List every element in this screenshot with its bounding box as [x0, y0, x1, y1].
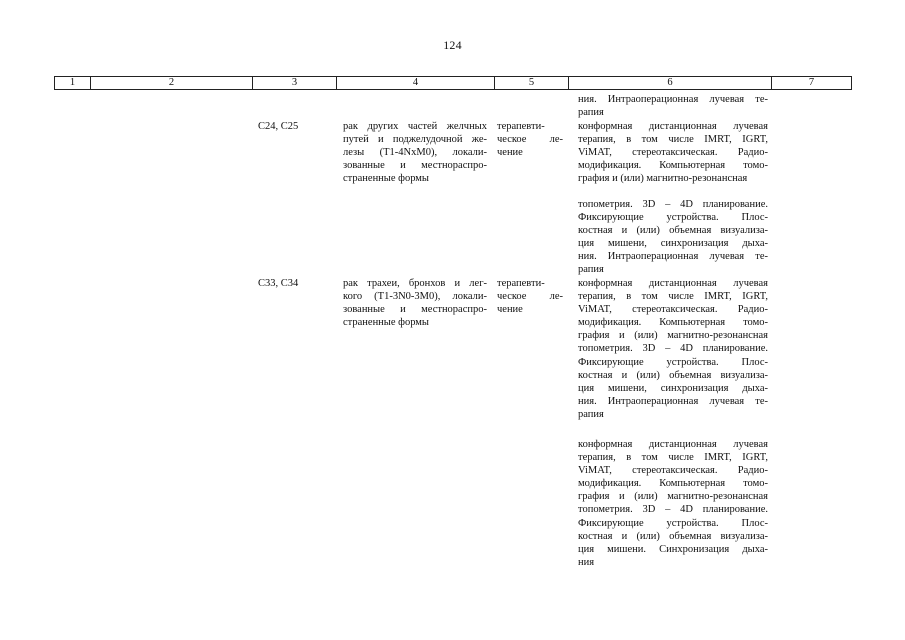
- text-line: графия и (или) магнитно-резонансная: [578, 491, 768, 503]
- text-line: конформная дистанционная лучевая: [578, 278, 768, 289]
- text-line: ния. Интраоперационная лучевая те-: [578, 395, 768, 407]
- text-line: ния. Интраоперационная лучевая те-: [578, 94, 768, 105]
- column-header-2: 2: [91, 77, 253, 90]
- text-line: костная и (или) объемная визуализа-: [578, 369, 768, 381]
- text-line: рак трахеи, бронхов и лег-: [343, 278, 487, 289]
- radiotherapy-method-cell: [578, 277, 768, 421]
- text-line: модификация. Компьютерная томо-: [578, 317, 768, 329]
- table-header-row: [54, 76, 852, 90]
- text-line: графия и (или) магнитно-резонансная: [578, 330, 768, 342]
- text-line: рапия: [578, 408, 604, 420]
- text-line: терапевти-: [497, 121, 545, 132]
- text-line: костная и (или) объемная визуализа-: [578, 530, 768, 542]
- text-line: Фиксирующие устройства. Плос-: [578, 517, 768, 529]
- text-line: ция мишени, синхронизация дыха-: [578, 238, 768, 250]
- text-line: зованные и местнораспро-: [343, 304, 487, 316]
- text-line: терапия, в том числе IMRT, IGRT,: [578, 291, 768, 303]
- text-line: страненные формы: [343, 173, 429, 185]
- text-line: рапия: [578, 107, 604, 119]
- radiotherapy-method-cell: [578, 438, 768, 569]
- diagnosis-cell: [343, 120, 487, 185]
- treatment-type-cell: [497, 120, 563, 159]
- text-line: топометрия. 3D – 4D планирование.: [578, 199, 768, 210]
- column-header-5: 5: [495, 77, 569, 90]
- radiotherapy-method-cell: [578, 93, 768, 119]
- column-header-3: 3: [253, 77, 337, 90]
- text-line: чение: [497, 147, 523, 159]
- text-line: ция мишени, синхронизация дыха-: [578, 382, 768, 394]
- page-number: 124: [443, 38, 462, 52]
- text-line: ния. Интраоперационная лучевая те-: [578, 251, 768, 263]
- radiotherapy-method-cell: [578, 198, 768, 277]
- treatment-type-cell: [497, 277, 563, 316]
- text-line: Фиксирующие устройства. Плос-: [578, 356, 768, 368]
- text-line: терапевти-: [497, 278, 545, 289]
- icd-code-cell: C24, C25: [258, 121, 299, 132]
- column-header-1: 1: [55, 77, 91, 90]
- text-line: рак других частей желчных: [343, 121, 487, 132]
- text-line: ViMAT, стереотаксическая. Радио-: [578, 304, 768, 316]
- text-line: конформная дистанционная лучевая: [578, 439, 768, 450]
- text-line: страненные формы: [343, 317, 429, 329]
- radiotherapy-method-cell: [578, 120, 768, 185]
- text-line: лезы (T1-4NxM0), локали-: [343, 147, 487, 159]
- text-line: кого (T1-3N0-3M0), локали-: [343, 291, 487, 303]
- column-header-7: 7: [772, 77, 852, 90]
- text-line: топометрия. 3D – 4D планирование.: [578, 343, 768, 355]
- text-line: Фиксирующие устройства. Плос-: [578, 212, 768, 224]
- text-line: чение: [497, 304, 523, 316]
- text-line: графия и (или) магнитно-резонансная: [578, 173, 748, 185]
- text-line: ческое ле-: [497, 291, 563, 303]
- icd-code-cell: C33, C34: [258, 278, 299, 289]
- text-line: модификация. Компьютерная томо-: [578, 478, 768, 490]
- text-line: ция мишени. Синхронизация дыха-: [578, 543, 768, 555]
- text-line: модификация. Компьютерная томо-: [578, 160, 768, 172]
- text-line: терапия, в том числе IMRT, IGRT,: [578, 452, 768, 464]
- text-line: ния: [578, 556, 595, 568]
- diagnosis-cell: [343, 277, 487, 329]
- text-line: терапия, в том числе IMRT, IGRT,: [578, 134, 768, 146]
- text-line: путей и поджелудочной же-: [343, 134, 487, 146]
- column-header-6: 6: [569, 77, 772, 90]
- text-line: топометрия. 3D – 4D планирование.: [578, 504, 768, 516]
- text-line: ViMAT, стереотаксическая. Радио-: [578, 147, 768, 159]
- text-line: ViMAT, стереотаксическая. Радио-: [578, 465, 768, 477]
- text-line: зованные и местнораспро-: [343, 160, 487, 172]
- text-line: костная и (или) объемная визуализа-: [578, 225, 768, 237]
- text-line: конформная дистанционная лучевая: [578, 121, 768, 132]
- column-header-4: 4: [337, 77, 495, 90]
- text-line: рапия: [578, 264, 604, 276]
- text-line: ческое ле-: [497, 134, 563, 146]
